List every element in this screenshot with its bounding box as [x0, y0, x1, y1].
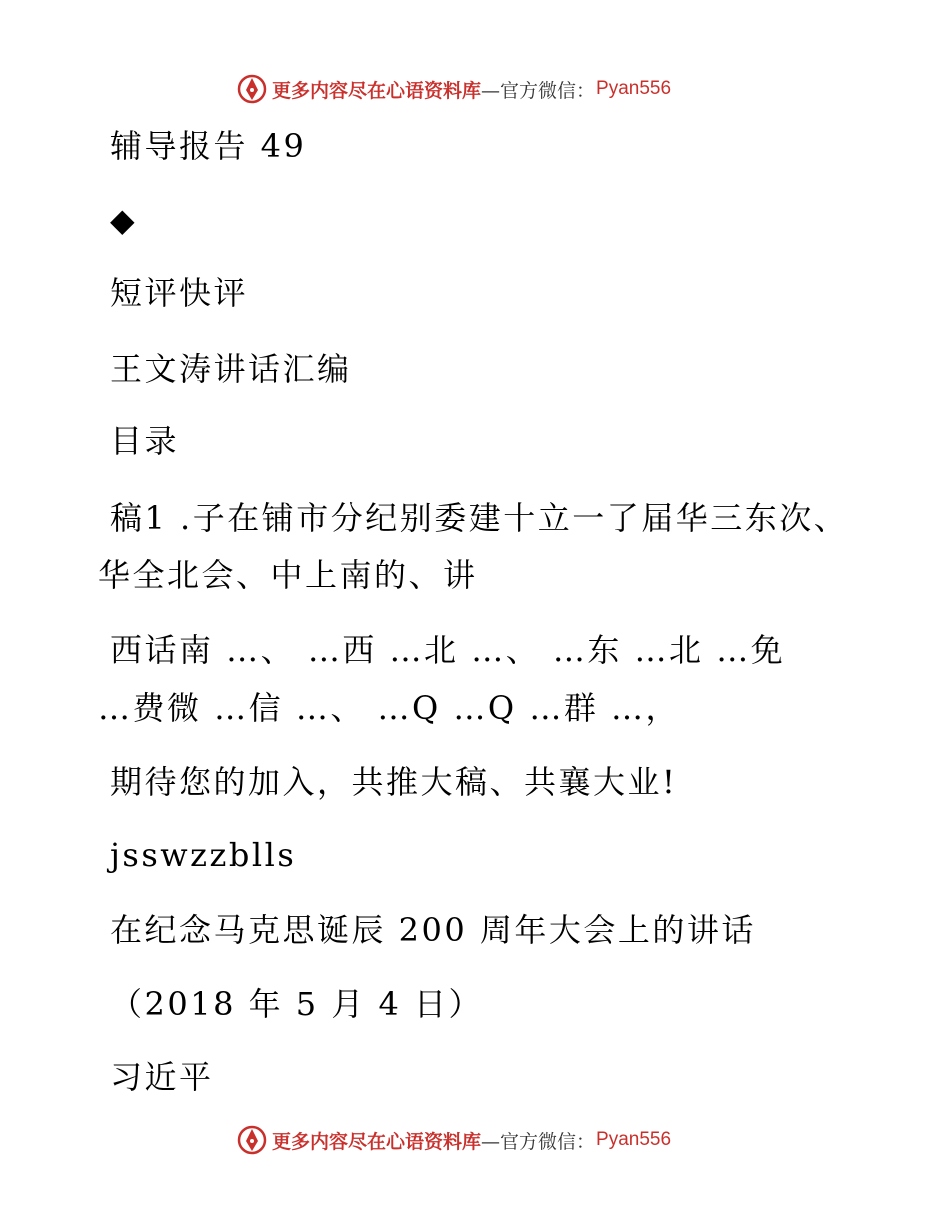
footer-watermark	[236, 1122, 671, 1158]
watermark-brand: 更多内容尽在心语资料库	[272, 1130, 482, 1153]
doc-line-code: jsswzzblls	[110, 836, 297, 874]
doc-line-speech-date: （2018 年 5 月 4 日）	[110, 985, 484, 1023]
doc-line-contents-heading: 目录	[110, 422, 180, 460]
doc-line-compilation-title: 王文涛讲话汇编	[110, 350, 352, 388]
doc-line-speaker: 习近平	[110, 1058, 214, 1096]
doc-line-paragraph: 华全北会、中上南的、讲	[98, 556, 478, 594]
doc-line-speech-title: 在纪念马克思诞辰 200 周年大会上的讲话	[110, 911, 756, 949]
doc-line-paragraph: 西话南 …、 …西 …北 …、 …东 …北 …免	[110, 631, 786, 669]
doc-line-paragraph: 稿1 .子在铺市分纪别委建十立一了届华三东次、	[110, 499, 849, 537]
watermark-separator: —官方微信：	[481, 1130, 596, 1153]
doc-line-section-heading: 短评快评	[110, 274, 249, 312]
watermark-wechat-id: Pyan556	[596, 1129, 672, 1150]
watermark-separator: —官方微信：	[481, 79, 596, 102]
watermark-wechat-id: Pyan556	[596, 78, 672, 99]
header-watermark	[236, 71, 671, 107]
pen-nib-circle-icon	[236, 1124, 268, 1156]
doc-line-report-title: 辅导报告 49	[110, 127, 307, 165]
doc-line-invitation: 期待您的加入，共推大稿、共襄大业!	[110, 763, 678, 801]
doc-line-paragraph: …费微 …信 …、 …Q …Q …群 …，	[98, 689, 681, 727]
doc-line-diamond-bullet: ◆	[110, 201, 138, 239]
watermark-brand: 更多内容尽在心语资料库	[272, 79, 482, 102]
pen-nib-circle-icon	[236, 73, 268, 105]
